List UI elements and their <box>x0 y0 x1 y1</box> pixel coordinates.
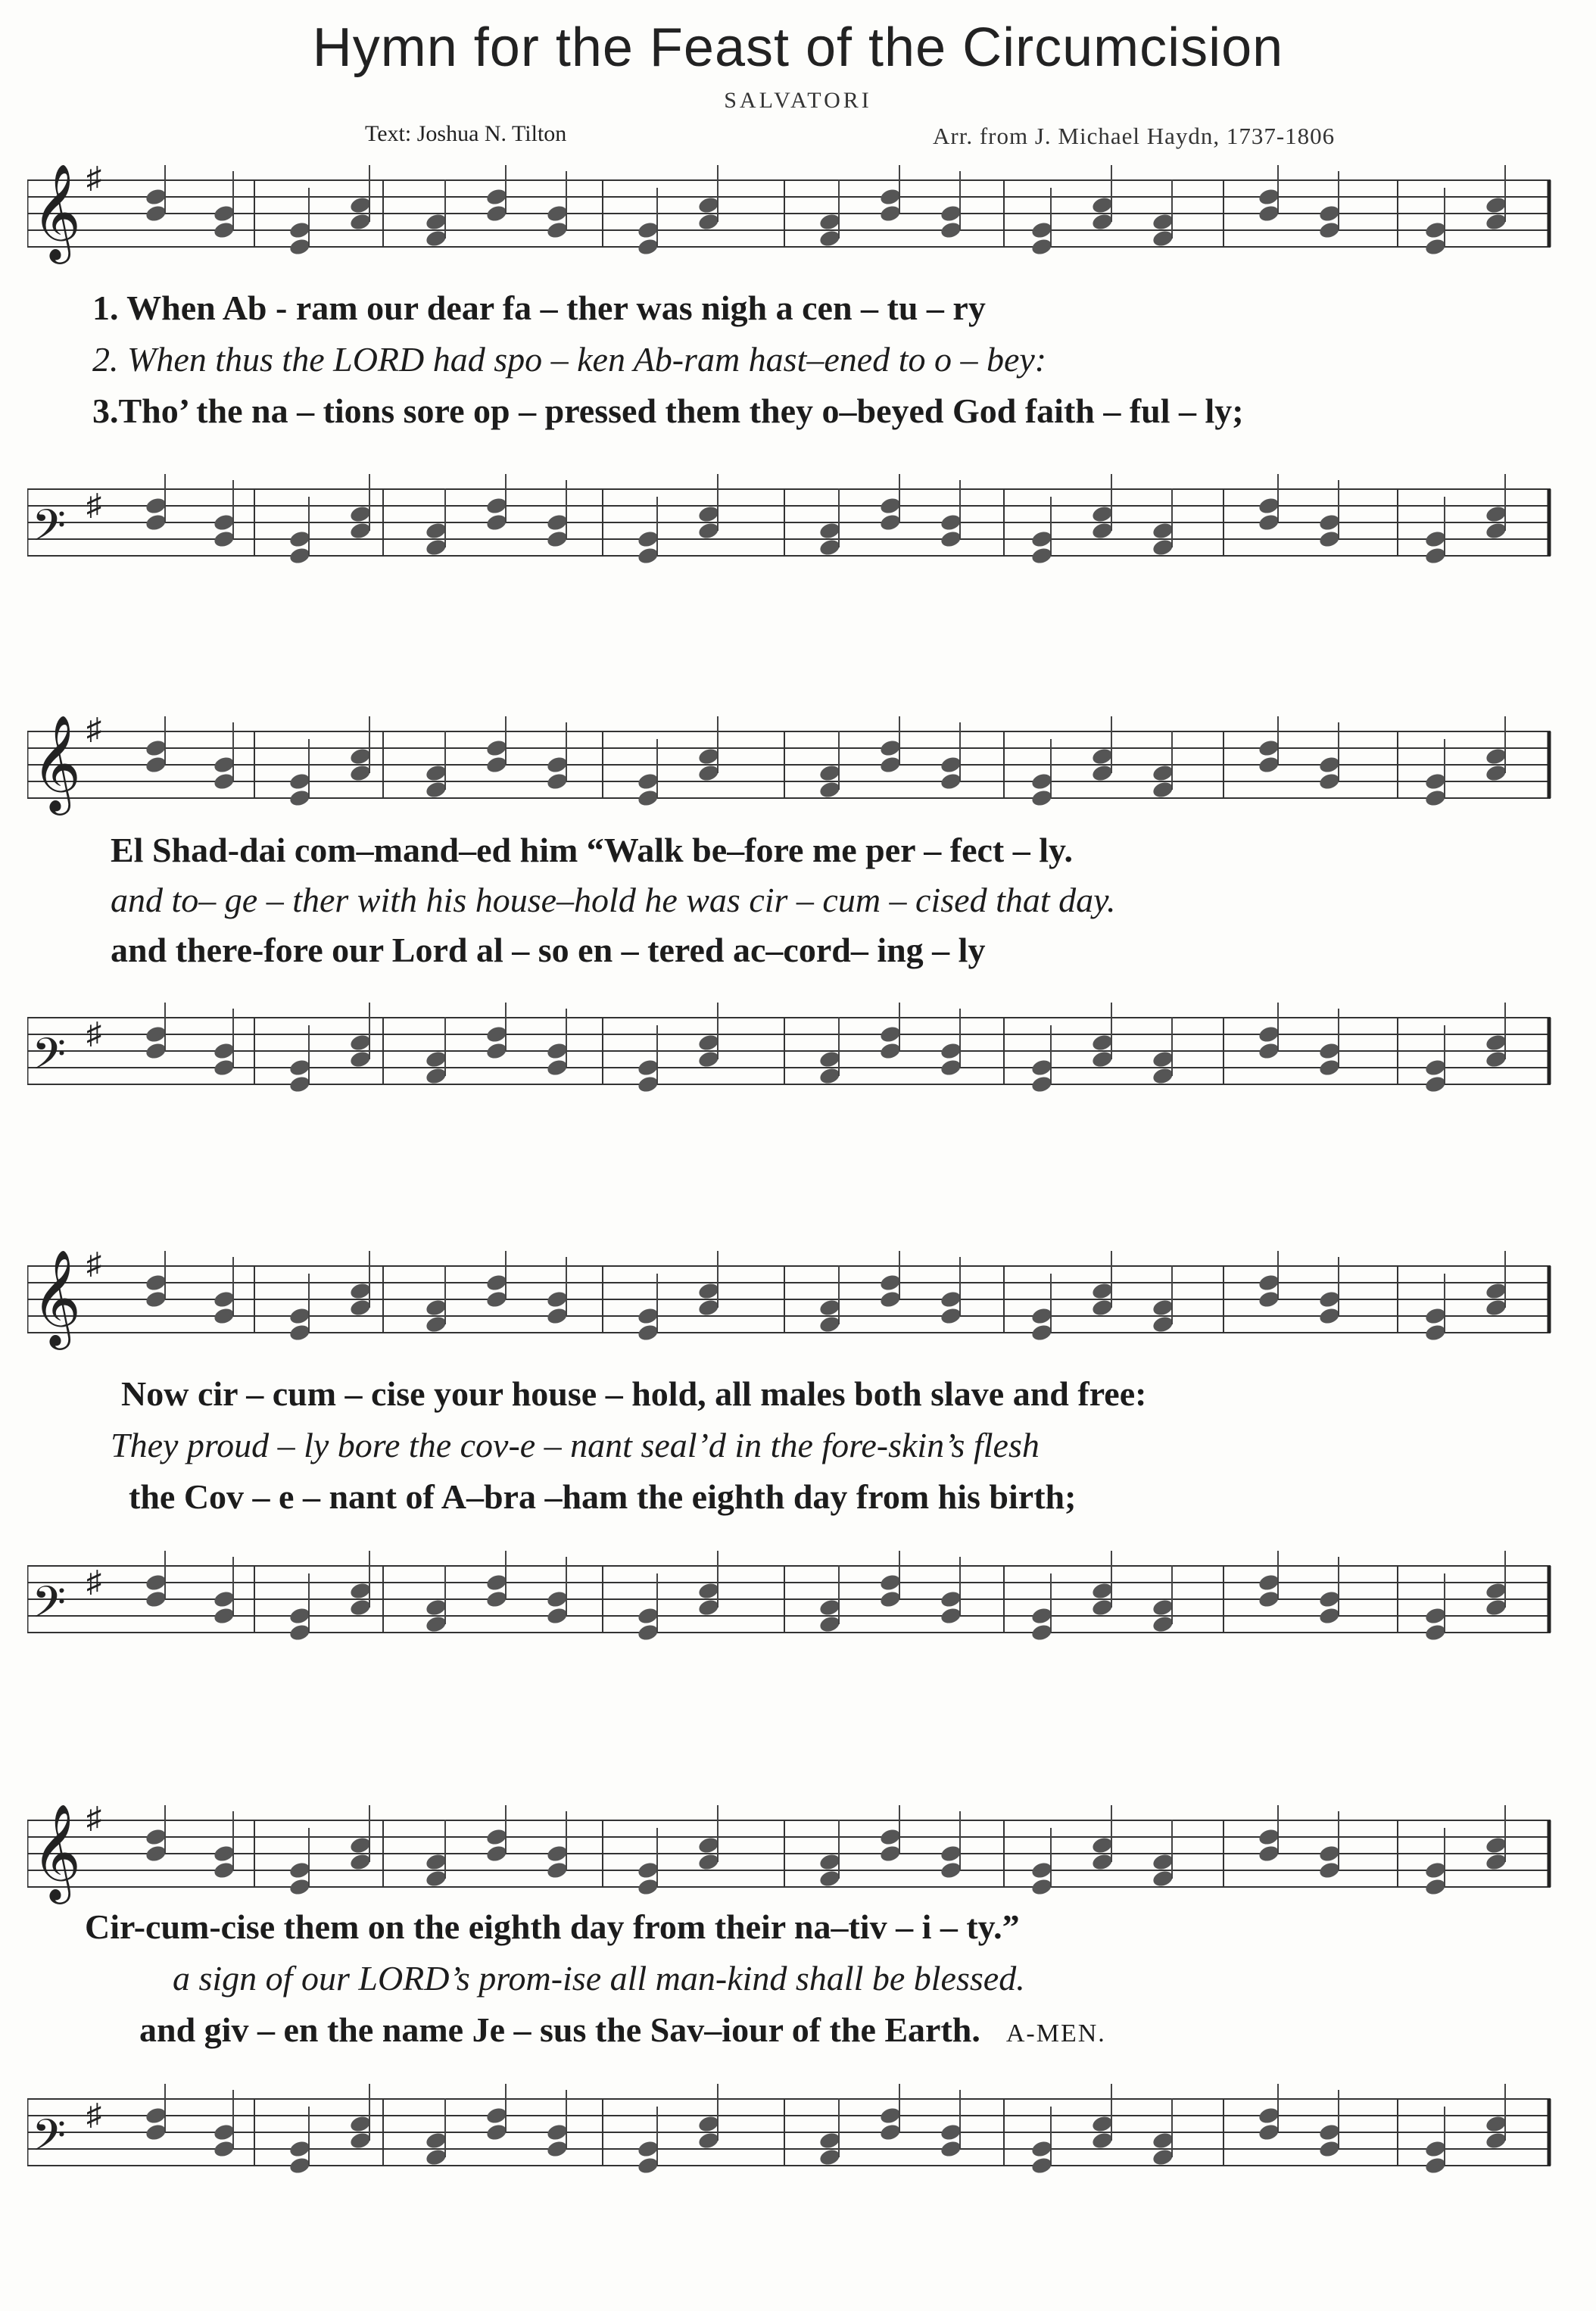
sharp-icon: ♯ <box>86 165 101 195</box>
note-icon <box>1318 722 1342 791</box>
note-icon <box>1318 480 1342 549</box>
note-icon <box>1318 1811 1342 1880</box>
note-icon <box>1424 2107 1448 2175</box>
note-icon <box>940 1811 963 1880</box>
bass-staff <box>27 474 1554 603</box>
lyric-text: and giv – en the name Je – sus the Sav–iour of the Earth. <box>139 2010 980 2049</box>
note-icon <box>1424 188 1448 257</box>
note-icon <box>879 165 902 223</box>
note-icon <box>213 1257 236 1326</box>
note-icon <box>1030 497 1054 566</box>
arrangement-credit: Arr. from J. Michael Haydn, 1737-1806 <box>933 123 1336 149</box>
note-icon <box>1091 716 1114 783</box>
note-icon <box>1424 739 1448 808</box>
note-icon <box>879 716 902 775</box>
music-system-4-bass <box>27 2084 1554 2311</box>
note-icon <box>637 1025 660 1094</box>
note-icon <box>940 722 963 791</box>
note-icon <box>1030 739 1054 808</box>
note-icon <box>145 1251 168 1309</box>
lyric-line-s3-v2: They proud – ly bore the cov-e – nant seal’d in the fore-skin’s flesh <box>111 1426 1040 1464</box>
bass-clef-icon: 𝄢 <box>32 2110 67 2172</box>
note-icon <box>546 1557 569 1626</box>
note-icon <box>940 480 963 549</box>
note-icon <box>288 1573 312 1642</box>
note-icon <box>940 1009 963 1078</box>
note-icon <box>546 480 569 549</box>
note-icon <box>940 171 963 240</box>
note-icon <box>349 1251 373 1318</box>
note-icon <box>1485 1251 1508 1318</box>
lyric-line-s2-v1: El Shad-dai com–mand–ed him “Walk be–fore me per – fect – ly. <box>111 831 1073 869</box>
music-system-1-bass <box>27 474 1554 701</box>
lyric-line-s1-v1: 1. When Ab - ram our dear fa – ther was nigh a cen – tu – ry <box>92 288 986 327</box>
music-system-3-bass <box>27 1551 1554 1778</box>
note-icon <box>288 739 312 808</box>
note-icon <box>697 474 721 541</box>
note-icon <box>1258 1805 1281 1863</box>
note-icon <box>145 165 168 223</box>
lyric-line-s2-v2: and to– ge – ther with his house–hold he was cir – cum – cised that day. <box>111 881 1116 919</box>
note-icon <box>288 1025 312 1094</box>
note-icon <box>145 1003 168 1061</box>
note-icon <box>1424 1274 1448 1343</box>
note-icon <box>1485 2084 1508 2150</box>
note-icon <box>637 2107 660 2175</box>
note-icon <box>145 2084 168 2142</box>
treble-clef-icon: 𝄞 <box>32 1805 82 1901</box>
note-icon <box>637 1573 660 1642</box>
note-icon <box>546 1257 569 1326</box>
note-icon <box>1258 1551 1281 1609</box>
note-icon <box>1091 474 1114 541</box>
note-icon <box>145 716 168 775</box>
note-icon <box>637 188 660 257</box>
note-icon <box>213 1811 236 1880</box>
note-icon <box>697 1251 721 1318</box>
note-icon <box>485 1251 509 1309</box>
sharp-icon: ♯ <box>86 1016 101 1050</box>
note-icon <box>940 2090 963 2159</box>
note-icon <box>213 2090 236 2159</box>
note-icon <box>1030 1573 1054 1642</box>
note-icon <box>697 1551 721 1617</box>
note-icon <box>485 716 509 775</box>
lyric-line-s4-v1: Cir-cum-cise them on the eighth day from their na–tiv – i – ty.” <box>85 1907 1020 1946</box>
note-icon <box>1030 2107 1054 2175</box>
note-icon <box>288 188 312 257</box>
note-icon <box>1424 1828 1448 1897</box>
note-icon <box>1091 165 1114 232</box>
note-icon <box>546 171 569 240</box>
music-system-2-bass <box>27 1003 1554 1230</box>
note-icon <box>940 1257 963 1326</box>
note-icon <box>485 1805 509 1863</box>
lyric-line-s3-v3: the Cov – e – nant of A–bra –ham the eighth day from his birth; <box>129 1477 1077 1516</box>
note-icon <box>349 165 373 232</box>
note-icon <box>637 1274 660 1343</box>
note-icon <box>1485 1003 1508 1069</box>
note-icon <box>546 2090 569 2159</box>
note-icon <box>349 2084 373 2150</box>
treble-staff <box>27 716 1554 845</box>
note-icon <box>349 1003 373 1069</box>
note-icon <box>697 165 721 232</box>
note-icon <box>697 1805 721 1872</box>
note-icon <box>213 480 236 549</box>
note-icon <box>697 2084 721 2150</box>
note-icon <box>213 1009 236 1078</box>
note-icon <box>1485 716 1508 783</box>
treble-clef-icon: 𝄞 <box>32 165 82 260</box>
note-icon <box>879 1805 902 1863</box>
note-icon <box>1258 1003 1281 1061</box>
note-icon <box>637 497 660 566</box>
text-credit: Text: Joshua N. Tilton <box>365 121 567 146</box>
treble-staff <box>27 1251 1554 1380</box>
note-icon <box>145 1805 168 1863</box>
note-icon <box>349 716 373 783</box>
note-icon <box>697 716 721 783</box>
note-icon <box>1030 1274 1054 1343</box>
sharp-icon: ♯ <box>86 1251 101 1280</box>
note-icon <box>485 474 509 532</box>
bass-staff <box>27 1003 1554 1131</box>
note-icon <box>637 1828 660 1897</box>
note-icon <box>879 474 902 532</box>
bass-clef-icon: 𝄢 <box>32 1028 67 1091</box>
note-icon <box>1485 165 1508 232</box>
note-icon <box>288 497 312 566</box>
lyric-line-s1-v2: 2. When thus the LORD had spo – ken Ab-ram hast–ened to o – bey: <box>92 340 1047 379</box>
lyric-line-s3-v1: Now cir – cum – cise your house – hold, all males both slave and free: <box>121 1374 1147 1413</box>
note-icon <box>1091 2084 1114 2150</box>
note-icon <box>637 739 660 808</box>
note-icon <box>349 1805 373 1872</box>
note-icon <box>940 1557 963 1626</box>
note-icon <box>879 2084 902 2142</box>
note-icon <box>349 474 373 541</box>
sharp-icon: ♯ <box>86 488 101 522</box>
bass-clef-icon: 𝄢 <box>32 1577 67 1639</box>
note-icon <box>1318 2090 1342 2159</box>
note-icon <box>697 1003 721 1069</box>
bass-clef-icon: 𝄢 <box>32 500 67 563</box>
note-icon <box>485 1551 509 1609</box>
hymn-title: Hymn for the Feast of the Circumcision <box>312 17 1284 78</box>
note-icon <box>1485 1551 1508 1617</box>
lyric-line-s4-v2: a sign of our LORD’s prom-ise all man-kind shall be blessed. <box>173 1959 1025 1998</box>
bass-staff <box>27 1551 1554 1679</box>
note-icon <box>1091 1805 1114 1872</box>
note-icon <box>1258 165 1281 223</box>
bass-staff <box>27 2084 1554 2213</box>
note-icon <box>349 1551 373 1617</box>
note-icon <box>145 1551 168 1609</box>
note-icon <box>145 474 168 532</box>
note-icon <box>213 1557 236 1626</box>
note-icon <box>1258 2084 1281 2142</box>
note-icon <box>1424 1573 1448 1642</box>
note-icon <box>1424 497 1448 566</box>
sharp-icon: ♯ <box>86 2097 101 2132</box>
note-icon <box>1318 171 1342 240</box>
note-icon <box>1258 716 1281 775</box>
lyric-line-s1-v3: 3.Tho’ the na – tions sore op – pressed them they o–beyed God faith – ful – ly; <box>92 391 1244 430</box>
note-icon <box>213 171 236 240</box>
note-icon <box>1091 1003 1114 1069</box>
lyric-line-s2-v3: and there-fore our Lord al – so en – tered ac–cord– ing – ly <box>111 931 986 969</box>
note-icon <box>546 1009 569 1078</box>
note-icon <box>288 2107 312 2175</box>
treble-clef-icon: 𝄞 <box>32 716 82 812</box>
note-icon <box>546 722 569 791</box>
treble-staff <box>27 165 1554 294</box>
note-icon <box>213 722 236 791</box>
note-icon <box>288 1274 312 1343</box>
note-icon <box>288 1828 312 1897</box>
note-icon <box>1030 1025 1054 1094</box>
note-icon <box>879 1551 902 1609</box>
note-icon <box>1030 188 1054 257</box>
note-icon <box>1091 1251 1114 1318</box>
sharp-icon: ♯ <box>86 1564 101 1598</box>
note-icon <box>485 1003 509 1061</box>
tune-name: SALVATORI <box>724 88 872 113</box>
note-icon <box>1485 1805 1508 1872</box>
sharp-icon: ♯ <box>86 1805 101 1835</box>
note-icon <box>879 1003 902 1061</box>
amen-label: A-MEN. <box>1005 2019 1106 2047</box>
note-icon <box>1424 1025 1448 1094</box>
note-icon <box>1485 474 1508 541</box>
note-icon <box>1030 1828 1054 1897</box>
sharp-icon: ♯ <box>86 716 101 746</box>
note-icon <box>1318 1009 1342 1078</box>
note-icon <box>1258 1251 1281 1309</box>
lyric-line-s4-v3 <box>139 2010 1596 2050</box>
note-icon <box>1318 1257 1342 1326</box>
note-icon <box>485 165 509 223</box>
note-icon <box>1318 1557 1342 1626</box>
note-icon <box>1258 474 1281 532</box>
note-icon <box>879 1251 902 1309</box>
note-icon <box>1091 1551 1114 1617</box>
note-icon <box>485 2084 509 2142</box>
note-icon <box>546 1811 569 1880</box>
treble-clef-icon: 𝄞 <box>32 1251 82 1346</box>
